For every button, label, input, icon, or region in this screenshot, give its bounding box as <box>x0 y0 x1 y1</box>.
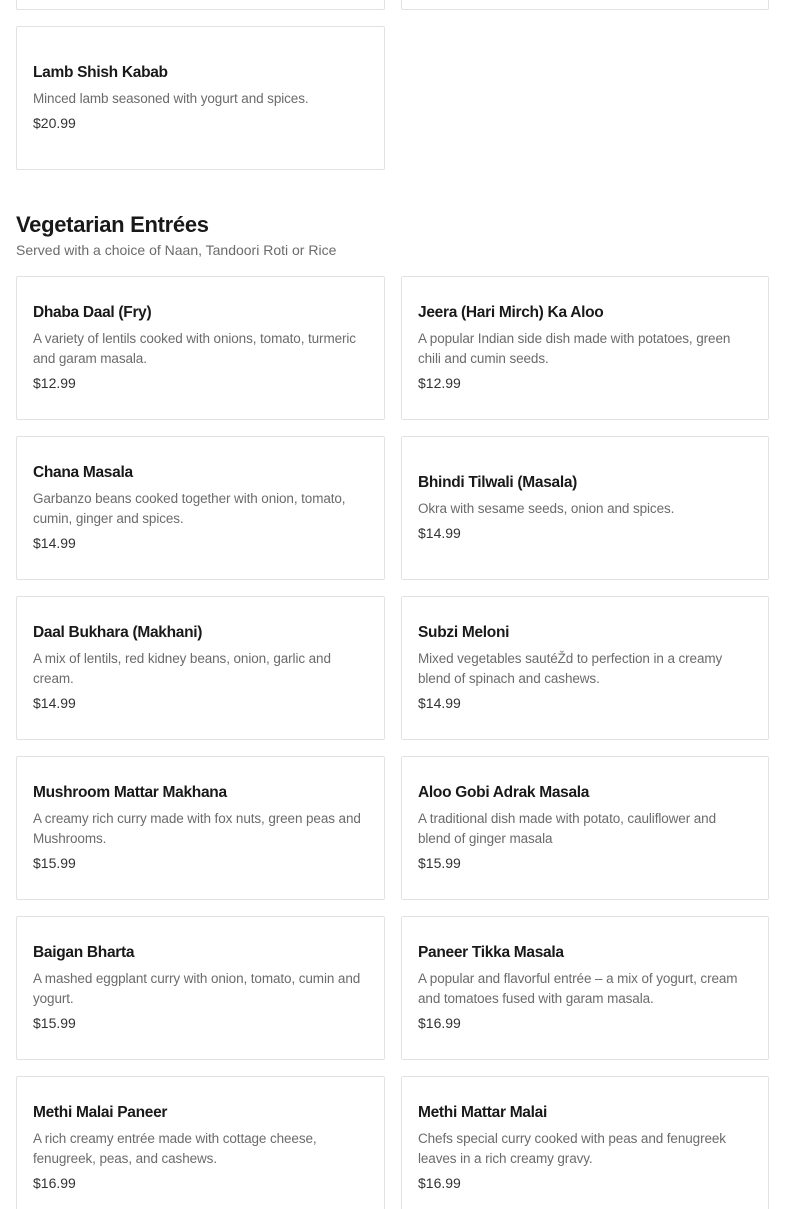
menu-item-name: Lamb Shish Kabab <box>33 64 168 81</box>
menu-item-description: Mixed vegetables sautéŽd to perfection in a creamy blend of spinach and cashews. <box>418 651 723 686</box>
menu-item-price: $15.99 <box>33 855 76 871</box>
menu-item-name: Baigan Bharta <box>33 944 135 961</box>
menu-item-card[interactable] <box>16 436 385 580</box>
menu-item-description: A popular and flavorful entrée – a mix of yogurt, cream and tomatoes fused with garam masala. <box>418 971 738 1006</box>
menu-item-description: Garbanzo beans cooked together with onion, tomato, cumin, ginger and spices. <box>33 491 346 526</box>
menu-item-price: $20.99 <box>33 115 76 131</box>
menu-item-card[interactable] <box>401 276 769 420</box>
menu-item-name: Methi Malai Paneer <box>33 1104 168 1121</box>
menu-item-price: $14.99 <box>418 525 461 541</box>
menu-item-description: A variety of lentils cooked with onions, tomato, turmeric and garam masala. <box>33 331 356 366</box>
menu-item-description: A popular Indian side dish made with potatoes, green chili and cumin seeds. <box>418 331 731 366</box>
menu-item-name: Dhaba Daal (Fry) <box>33 304 152 321</box>
menu-item-name: Chana Masala <box>33 464 133 481</box>
menu-item-card[interactable] <box>16 596 385 740</box>
menu-item-price: $15.99 <box>418 855 461 871</box>
menu-item-card-partial[interactable] <box>16 0 385 10</box>
menu-item-price: $15.99 <box>33 1015 76 1031</box>
menu-item-card[interactable] <box>16 276 385 420</box>
menu-item-description: A rich creamy entrée made with cottage cheese, fenugreek, peas, and cashews. <box>33 1131 317 1166</box>
menu-item-card[interactable] <box>16 756 385 900</box>
menu-item-name: Subzi Meloni <box>418 624 510 641</box>
menu-item-description: Chefs special curry cooked with peas and fenugreek leaves in a rich creamy gravy. <box>418 1131 726 1166</box>
menu-item-description: Minced lamb seasoned with yogurt and spices. <box>33 91 309 106</box>
menu-item-name: Methi Mattar Malai <box>418 1104 547 1121</box>
menu-item-description: A creamy rich curry made with fox nuts, green peas and Mushrooms. <box>33 811 361 846</box>
menu-item-description: Okra with sesame seeds, onion and spices. <box>418 501 675 516</box>
menu-item-description: A mashed eggplant curry with onion, tomato, cumin and yogurt. <box>33 971 361 1006</box>
menu-item-price: $16.99 <box>33 1175 76 1191</box>
menu-item-card-partial[interactable] <box>401 0 769 10</box>
menu-item-card[interactable] <box>401 1076 769 1209</box>
menu-item-card[interactable] <box>401 596 769 740</box>
menu-item-card[interactable] <box>401 916 769 1060</box>
menu-item-card[interactable] <box>401 756 769 900</box>
menu-item-price: $14.99 <box>33 695 76 711</box>
menu-item-name: Mushroom Mattar Makhana <box>33 784 227 801</box>
section-subtitle: Served with a choice of Naan, Tandoori Roti or Rice <box>16 242 337 258</box>
menu-item-card[interactable] <box>16 1076 385 1209</box>
menu-item-name: Aloo Gobi Adrak Masala <box>418 784 590 801</box>
menu-item-card[interactable] <box>401 436 769 580</box>
menu-item-description: A traditional dish made with potato, cauliflower and blend of ginger masala <box>418 811 716 846</box>
menu-item-price: $14.99 <box>418 695 461 711</box>
menu-item-name: Jeera (Hari Mirch) Ka Aloo <box>418 304 604 321</box>
menu-item-description: A mix of lentils, red kidney beans, onion, garlic and cream. <box>33 651 331 686</box>
menu-item-price: $16.99 <box>418 1175 461 1191</box>
menu-item-name: Paneer Tikka Masala <box>418 944 564 961</box>
menu-item-name: Bhindi Tilwali (Masala) <box>418 474 578 491</box>
menu-item-price: $14.99 <box>33 535 76 551</box>
menu-item-price: $16.99 <box>418 1015 461 1031</box>
menu-item-name: Daal Bukhara (Makhani) <box>33 624 203 641</box>
section-title: Vegetarian Entrées <box>16 212 209 237</box>
menu-item-card[interactable] <box>16 916 385 1060</box>
menu-item-price: $12.99 <box>418 375 461 391</box>
menu-item-card[interactable] <box>16 26 385 170</box>
menu-item-price: $12.99 <box>33 375 76 391</box>
